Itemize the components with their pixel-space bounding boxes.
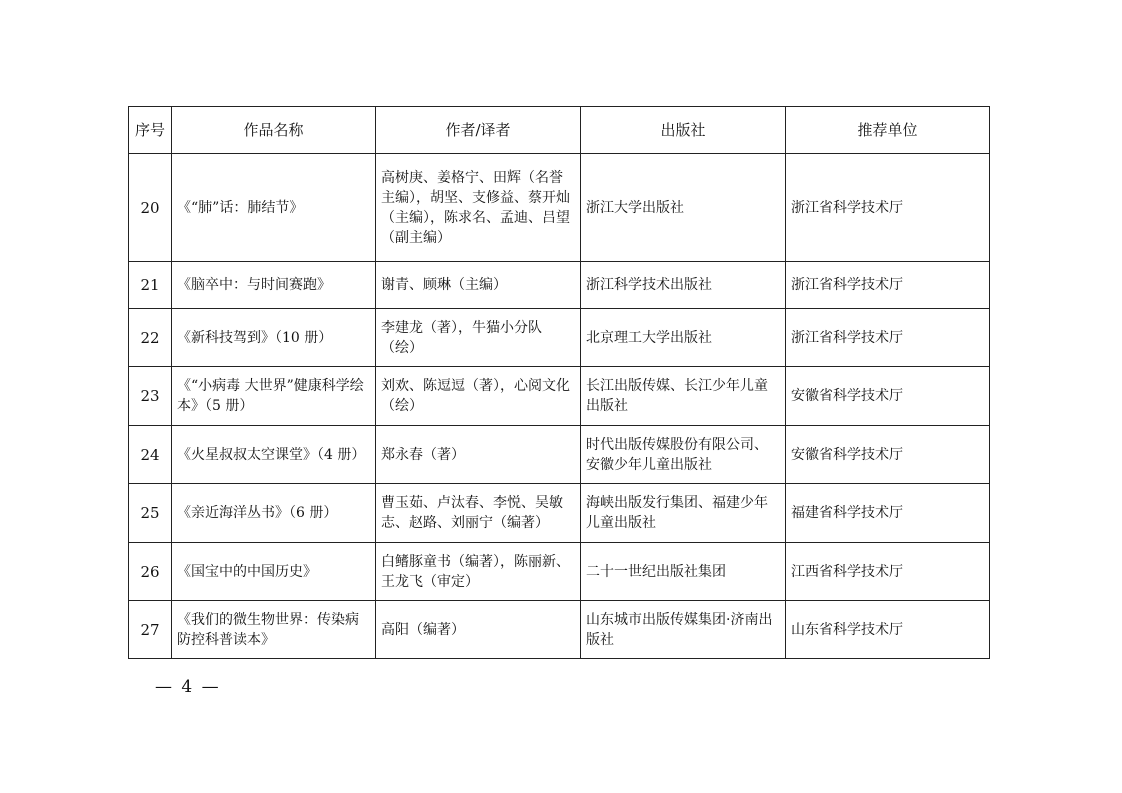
row-title: 《我们的微生物世界：传染病防控科普读本》 [172, 601, 376, 659]
row-unit: 山东省科学技术厅 [786, 601, 990, 659]
table-row [129, 262, 990, 309]
table-row [129, 484, 990, 543]
row-author: 白鳍豚童书（编著），陈丽新、王龙飞（审定） [376, 543, 581, 601]
row-author: 曹玉茹、卢汰春、李悦、吴敏志、赵路、刘丽宁（编著） [376, 484, 581, 543]
header-number: 序号 [129, 107, 172, 154]
row-publisher: 长江出版传媒、长江少年儿童出版社 [581, 367, 786, 426]
header-publisher: 出版社 [581, 107, 786, 154]
row-unit: 浙江省科学技术厅 [786, 309, 990, 367]
row-author: 刘欢、陈逗逗（著），心阅文化（绘） [376, 367, 581, 426]
row-publisher: 海峡出版发行集团、福建少年儿童出版社 [581, 484, 786, 543]
row-unit: 安徽省科学技术厅 [786, 426, 990, 484]
row-title: 《国宝中的中国历史》 [172, 543, 376, 601]
row-publisher: 山东城市出版传媒集团·济南出版社 [581, 601, 786, 659]
row-number: 21 [129, 262, 172, 309]
row-publisher: 二十一世纪出版社集团 [581, 543, 786, 601]
row-author: 郑永春（著） [376, 426, 581, 484]
row-publisher: 浙江科学技术出版社 [581, 262, 786, 309]
row-unit: 浙江省科学技术厅 [786, 262, 990, 309]
header-unit: 推荐单位 [786, 107, 990, 154]
row-author: 高树庚、姜格宁、田辉（名誉主编），胡坚、支修益、蔡开灿（主编），陈求名、孟迪、吕望（副主编） [376, 154, 581, 262]
row-author: 高阳（编著） [376, 601, 581, 659]
header-title: 作品名称 [172, 107, 376, 154]
row-unit: 浙江省科学技术厅 [786, 154, 990, 262]
row-title: 《“小病毒 大世界”健康科学绘本》（5 册） [172, 367, 376, 426]
row-unit: 江西省科学技术厅 [786, 543, 990, 601]
row-number: 24 [129, 426, 172, 484]
row-title: 《“肺”话：肺结节》 [172, 154, 376, 262]
table-row [129, 309, 990, 367]
page-number: — 4 — [155, 677, 221, 697]
row-publisher: 时代出版传媒股份有限公司、安徽少年儿童出版社 [581, 426, 786, 484]
row-publisher: 北京理工大学出版社 [581, 309, 786, 367]
row-number: 26 [129, 543, 172, 601]
row-title: 《亲近海洋丛书》（6 册） [172, 484, 376, 543]
table-row [129, 601, 990, 659]
row-number: 25 [129, 484, 172, 543]
header-author: 作者/译者 [376, 107, 581, 154]
row-number: 23 [129, 367, 172, 426]
recommendation-table [128, 106, 990, 659]
row-unit: 安徽省科学技术厅 [786, 367, 990, 426]
row-title: 《火星叔叔太空课堂》（4 册） [172, 426, 376, 484]
row-number: 20 [129, 154, 172, 262]
row-number: 27 [129, 601, 172, 659]
table-row [129, 543, 990, 601]
row-title: 《新科技驾到》（10 册） [172, 309, 376, 367]
row-title: 《脑卒中：与时间赛跑》 [172, 262, 376, 309]
row-unit: 福建省科学技术厅 [786, 484, 990, 543]
table-row [129, 426, 990, 484]
row-publisher: 浙江大学出版社 [581, 154, 786, 262]
row-author: 谢青、顾琳（主编） [376, 262, 581, 309]
table-row [129, 367, 990, 426]
row-number: 22 [129, 309, 172, 367]
row-author: 李建龙（著），牛猫小分队（绘） [376, 309, 581, 367]
table-header-row [129, 107, 990, 154]
table-row [129, 154, 990, 262]
